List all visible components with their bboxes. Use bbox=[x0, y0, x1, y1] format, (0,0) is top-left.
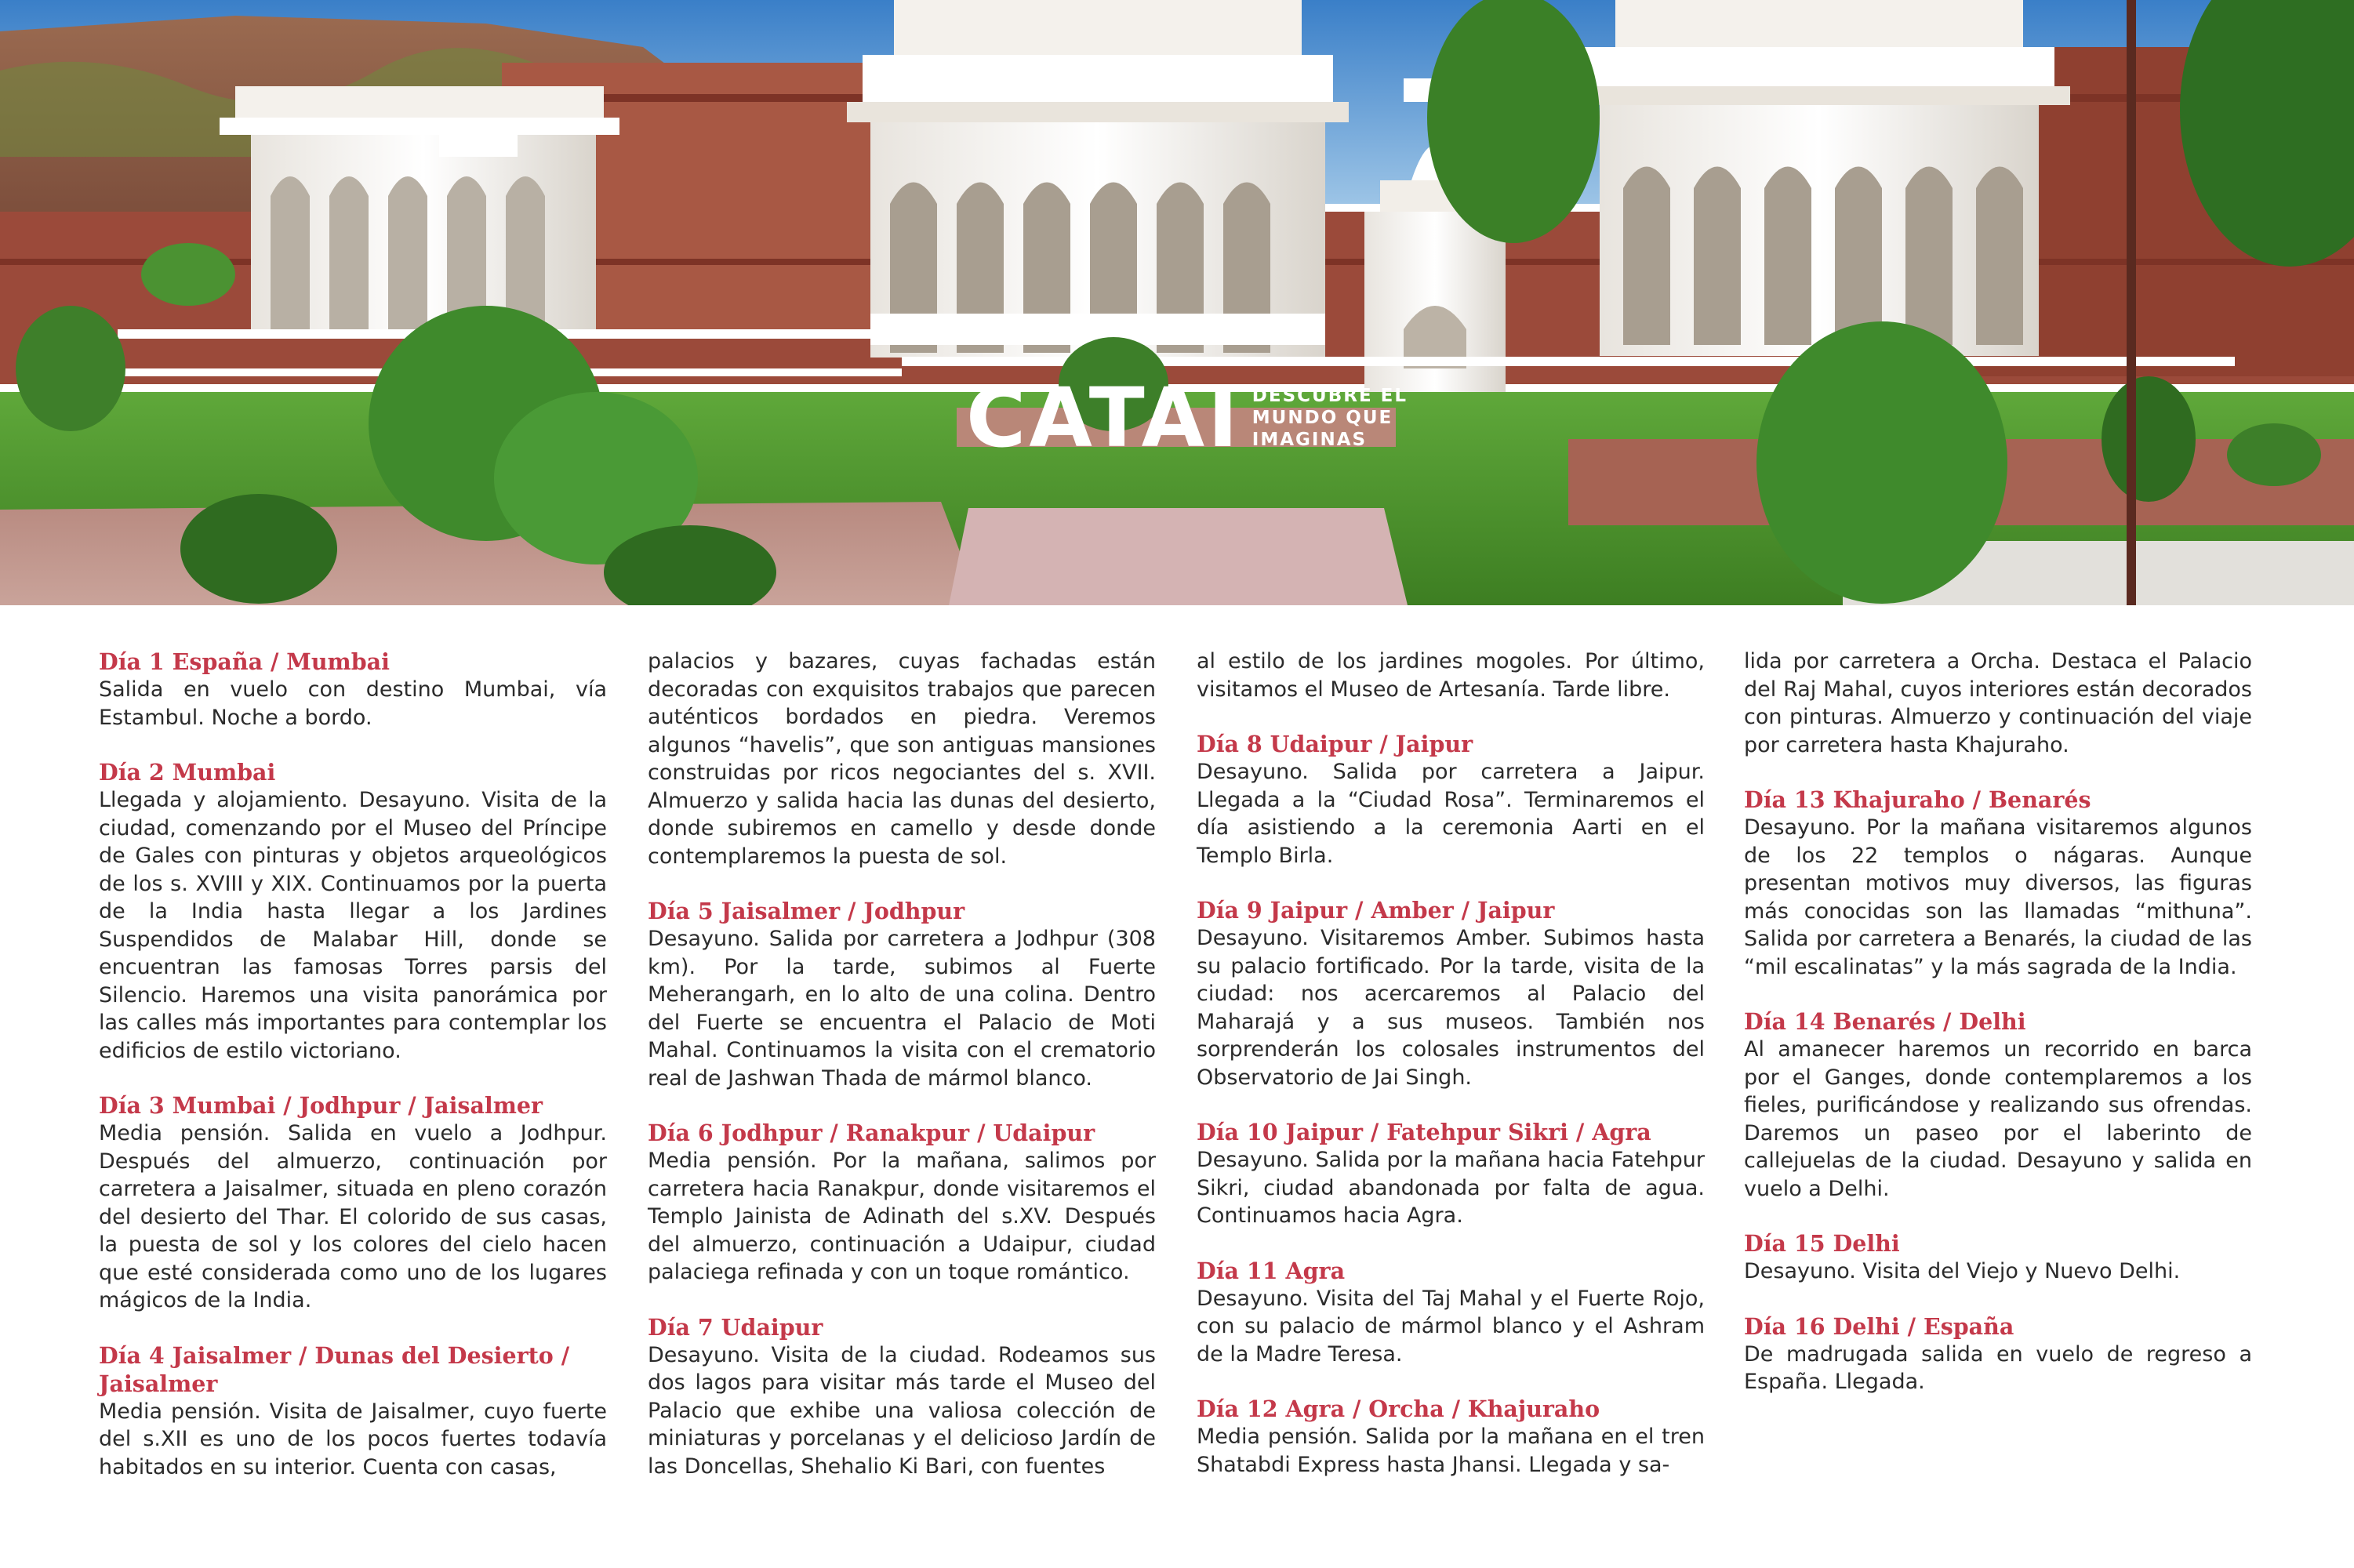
day-16 bbox=[1744, 1312, 2252, 1396]
day-title: Día 3 Mumbai / Jodhpur / Jaisalmer bbox=[99, 1092, 543, 1119]
itinerary-column-2 bbox=[648, 648, 1156, 1507]
day-title: Día 11 Agra bbox=[1197, 1257, 1346, 1284]
jaswant-thada-illustration bbox=[0, 0, 2354, 605]
day-title: Día 5 Jaisalmer / Jodhpur bbox=[648, 898, 965, 924]
day-6 bbox=[648, 1119, 1156, 1287]
day-title: Día 1 España / Mumbai bbox=[99, 648, 390, 675]
day-10 bbox=[1197, 1118, 1705, 1230]
itinerary-column-3 bbox=[1197, 648, 1705, 1505]
day-description: Desayuno. Por la mañana visitaremos algunos de los 22 templos o nágaras. Aunque presentan motivos muy diversos, las figuras más conocidas son las llamadas “mithuna”. Salida por carretera a Benarés, la ciudad de las “mil escalinatas” y la más sagrada de la India. bbox=[1744, 815, 2252, 979]
logo-wordmark: CATAI bbox=[966, 370, 1241, 466]
day-description: Desayuno. Visita del Taj Mahal y el Fuerte Rojo, con su palacio de mármol blanco y el Ashram de la Madre Teresa. bbox=[1197, 1286, 1705, 1367]
catai-logo bbox=[966, 370, 1408, 466]
day-description: Al amanecer haremos un recorrido en barca por el Ganges, donde contemplaremos a los fieles, purificándose y realizando sus ofrendas. Daremos un paseo por el laberinto de callejuelas de la ciudad. Desayuno y salida en vuelo a Delhi. bbox=[1744, 1037, 2252, 1201]
day-14 bbox=[1744, 1007, 2252, 1203]
day-title: Día 12 Agra / Orcha / Khajuraho bbox=[1197, 1396, 1600, 1422]
day-title: Día 15 Delhi bbox=[1744, 1230, 1900, 1257]
central-temple bbox=[847, 0, 1349, 358]
day-title: Día 13 Khajuraho / Benarés bbox=[1744, 786, 2091, 813]
day-7 bbox=[648, 1313, 1156, 1481]
day-15 bbox=[1744, 1229, 2252, 1286]
day-description: Desayuno. Salida por carretera a Jodhpur (308 km). Por la tarde, subimos al Fuerte Meherangarh, en lo alto de una colina. Dentro del Fuerte se encuentra el Palacio de Moti Mahal. Continuamos la visita con el crematorio real de Jashwan Thada de mármol blanco. bbox=[648, 927, 1156, 1091]
itinerary-column-4 bbox=[1744, 648, 2252, 1423]
day-12 bbox=[1197, 1395, 1705, 1479]
day-title: Día 14 Benarés / Delhi bbox=[1744, 1008, 2026, 1035]
hero-photo bbox=[0, 0, 2354, 605]
day-13 bbox=[1744, 786, 2252, 981]
left-pavilion bbox=[220, 86, 619, 339]
day-9 bbox=[1197, 896, 1705, 1091]
continued-text: lida por carretera a Orcha. Destaca el Palacio del Raj Mahal, cuyos interiores están decorados con pinturas. Almuerzo y continuación del viaje por carretera hasta Khajuraho. bbox=[1744, 649, 2252, 757]
day-description: Desayuno. Visita de la ciudad. Rodeamos sus dos lagos para visitar más tarde el Museo del Palacio que exhibe una valiosa colección de miniaturas y porcelanas y el delicioso Jardín de las Doncellas, Shehalio Ki Bari, con fuentes bbox=[648, 1342, 1156, 1479]
day-5 bbox=[648, 897, 1156, 1092]
day-3 bbox=[99, 1091, 607, 1315]
tagline-line-3: IMAGINAS bbox=[1251, 430, 1368, 450]
day-title: Día 6 Jodhpur / Ranakpur / Udaipur bbox=[648, 1120, 1095, 1146]
day-4 bbox=[99, 1341, 607, 1482]
day-description: Llegada y alojamiento. Desayuno. Visita de la ciudad, comenzando por el Museo del Príncipe de Gales con pinturas y objetos arqueológicos de los s. XVIII y XIX. Continuamos por la puerta de la India hasta llegar a los Jardines Suspendidos de Malabar Hill, donde se encuentran las famosas Torres parsis del Silencio. Haremos una visita panorámica por las calles más importantes para contemplar los edificios de estilo victoriano. bbox=[99, 788, 607, 1063]
day-description: Desayuno. Salida por carretera a Jaipur. Llegada a la “Ciudad Rosa”. Terminaremos el día asistiendo a la ceremonia Aarti en el Templo Birla. bbox=[1197, 760, 1705, 868]
day-description: Salida en vuelo con destino Mumbai, vía Estambul. Noche a bordo. bbox=[99, 677, 607, 730]
day-description: Media pensión. Por la mañana, salimos por carretera hacia Ranakpur, donde visitaremos el Templo Jainista de Adinath del s.XV. Después del almuerzo, continuación a Udaipur, ciudad palaciega refinada y con un toque romántico. bbox=[648, 1149, 1156, 1284]
day-title: Día 4 Jaisalmer / Dunas del Desierto / Jaisalmer bbox=[99, 1341, 570, 1397]
brand-tab bbox=[949, 508, 1408, 605]
tagline-line-2: MUNDO QUE bbox=[1251, 408, 1393, 428]
day-description: De madrugada salida en vuelo de regreso a España. Llegada. bbox=[1744, 1341, 2252, 1394]
day-8 bbox=[1197, 730, 1705, 869]
day-title: Día 9 Jaipur / Amber / Jaipur bbox=[1197, 897, 1555, 924]
day-title: Día 7 Udaipur bbox=[648, 1313, 823, 1341]
day-11 bbox=[1197, 1257, 1705, 1369]
day-title: Día 8 Udaipur / Jaipur bbox=[1197, 731, 1473, 757]
continued-text: al estilo de los jardines mogoles. Por último, visitamos el Museo de Artesanía. Tarde libre. bbox=[1197, 649, 1705, 702]
day-1 bbox=[99, 648, 607, 731]
logo-tagline bbox=[1252, 385, 1408, 451]
day-description: Desayuno. Visita del Viejo y Nuevo Delhi. bbox=[1744, 1259, 2181, 1283]
day-title: Día 16 Delhi / España bbox=[1744, 1312, 2014, 1340]
day-title: Día 2 Mumbai bbox=[99, 759, 276, 786]
day-description: Desayuno. Salida por la mañana hacia Fatehpur Sikri, ciudad abandonada por falta de agua. Continuamos hacia Agra. bbox=[1197, 1148, 1705, 1228]
tagline-line-1: DESCUBRE EL bbox=[1251, 386, 1408, 406]
day-description: Media pensión. Visita de Jaisalmer, cuyo fuerte del s.XII es uno de los pocos fuertes todavía habitados en su interior. Cuenta con casas, bbox=[99, 1399, 607, 1479]
day-description: Media pensión. Salida en vuelo a Jodhpur. Después del almuerzo, continuación por carretera a Jaisalmer, situada en pleno corazón del desierto del Thar. El colorido de sus casas, la puesta de sol y los colores del cielo hacen que esté considerada como uno de los lugares mágicos de la India. bbox=[99, 1121, 607, 1312]
right-pavilion bbox=[1568, 0, 2070, 356]
day-title: Día 10 Jaipur / Fatehpur Sikri / Agra bbox=[1197, 1119, 1651, 1145]
day-2 bbox=[99, 758, 607, 1065]
continued-text: palacios y bazares, cuyas fachadas están decoradas con exquisitos trabajos que parecen auténticos bordados en piedra. Veremos algunos “havelis”, que son antiguas mansiones construidas por ricos negociantes del s. XVII. Almuerzo y salida hacia las dunas del desierto, donde subiremos en camello y desde donde contemplaremos la puesta de sol. bbox=[648, 649, 1156, 869]
day-description: Desayuno. Visitaremos Amber. Subimos hasta su palacio fortificado. Por la tarde, visita de la ciudad: nos acercaremos al Palacio del Maharajá y a sus museos. También nos sorprenderán los colosales instrumentos del Observatorio de Jai Singh. bbox=[1197, 926, 1705, 1090]
itinerary-column-1 bbox=[99, 648, 607, 1508]
day-description: Media pensión. Salida por la mañana en el tren Shatabdi Express hasta Jhansi. Llegada y sa- bbox=[1197, 1425, 1705, 1477]
